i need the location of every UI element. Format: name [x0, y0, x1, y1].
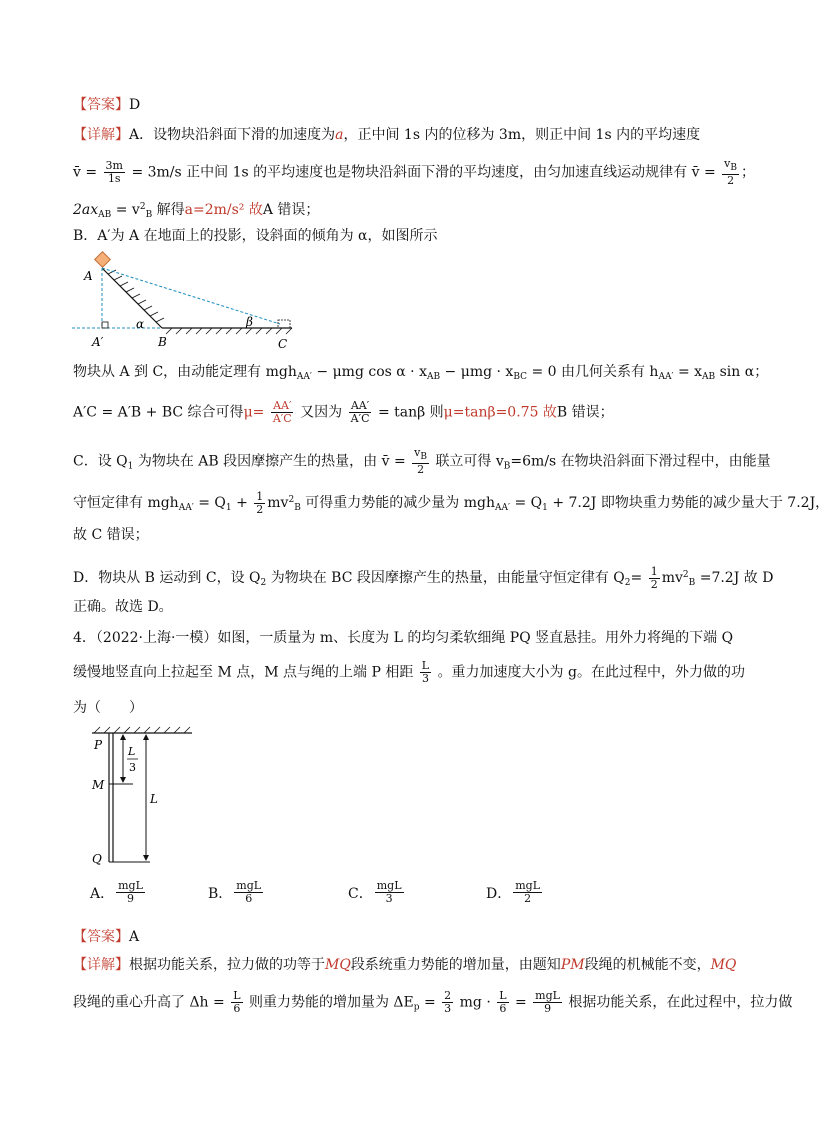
svg-text:L: L — [150, 792, 158, 806]
detail-line-b: B．A′为 A 在地面上的投影，设斜面的倾角为 α，如图所示 — [73, 228, 438, 244]
detail-line-c3: 故 C 错误； — [73, 527, 149, 543]
question-4-line-3: 为（ ） — [73, 700, 143, 716]
svg-text:C: C — [278, 337, 288, 351]
detail-label: 【详解】 — [73, 127, 129, 143]
svg-text:A′: A′ — [92, 335, 104, 349]
option-c[interactable]: C． $\frac{\text{mgL}}{3}$ — [348, 879, 402, 905]
rope-figure — [88, 725, 198, 870]
svg-text:3: 3 — [129, 761, 136, 774]
svg-text:α: α — [136, 317, 145, 331]
option-d[interactable]: D． $\frac{\text{mgL}}{2}$ — [486, 879, 541, 905]
detail-line-3: $2ax_{AB} = v^2_B$ 解得a=2m/s² 故A 错误； — [73, 202, 320, 220]
question-4-line-2: 缓慢地竖直向上拉起至 M 点，M 点与绳的上端 P 相距 $\frac{L}{3}$ 。重力加速度大小为 g。在此过程中，外力做的功 — [73, 659, 745, 685]
svg-text:P: P — [94, 738, 103, 752]
detail-line-d1: D．物块从 B 运动到 C，设 $Q_2$ 为物块在 BC 段因摩擦产生的热量，由能量守恒定律有 $Q_2=$ $\frac{1}{2}$ $mv^2_B =7.2J$ 故 D — [73, 564, 774, 591]
answer-line-2: 【答案】A — [73, 929, 140, 945]
svg-text:A: A — [84, 269, 93, 283]
detail-line-d2: 正确。故选 D。 — [73, 599, 173, 615]
answer-value: D — [129, 97, 141, 113]
block-icon — [95, 252, 111, 268]
option-a[interactable]: A． $\frac{\text{mgL}}{9}$ — [90, 879, 143, 905]
svg-text:β: β — [246, 315, 253, 329]
detail-line-c2: 守恒定律有 $mgh_{AA'} = Q_1$ + $\frac{1}{2}$ $mv^2_B$ 可得重力势能的减少量为 $mgh_{AA'} = Q_1 + 7.2J$ 即物块重力势能的减少量大于 7.2J， — [73, 489, 829, 516]
svg-text:B: B — [158, 335, 167, 349]
option-b[interactable]: B． $\frac{\text{mgL}}{6}$ — [208, 879, 262, 905]
detail-line-5: 物块从 A 到 C，由动能定理有 mgh$_{AA'}$ − μmg $\cos \alpha \cdot x_{AB} - \mu mg \cdot x_{BC} = 0$ 由几何关系有 $h_{AA'} = x_{AB}$ sin α； — [73, 364, 769, 382]
svg-text:Q: Q — [92, 852, 102, 866]
detail2-line-2: 段绳的重心升高了 Δh = $\frac{L}{6}$ 则重力势能的增加量为 $\Delta E_p$ = $\frac{2}{3}$ mg · $\frac{L}{6}$ = $\frac{\text{mgL}}{9}$ 根据功能关系，在此过程中，拉力做 — [73, 989, 793, 1015]
incline-figure — [70, 250, 310, 350]
answer-label: 【答案】 — [73, 97, 129, 113]
detail-line-2: v̄ = $\frac{3m}{1s}$ = 3m/s 正中间 1s 的平均速度也是物块沿斜面下滑的平均速度，由匀加速直线运动规律有 v̄ = $\frac{v_B}{2}$ ； — [73, 157, 755, 187]
svg-text:M: M — [92, 778, 105, 792]
detail2-line-1: 【详解】根据功能关系，拉力做的功等于MQ段系统重力势能的增加量，由题知PM段绳的机械能不变，MQ — [73, 957, 737, 973]
question-4-line-1: 4．（2022·上海·一模）如图，一质量为 m、长度为 L 的均匀柔软细绳 PQ 竖直悬挂。用外力将绳的下端 Q — [73, 630, 734, 646]
svg-text:L: L — [128, 745, 136, 758]
answer-line-1 — [73, 95, 140, 115]
detail-line-c1: C．设 $Q_1$ 为物块在 AB 段因摩擦产生的热量，由 v̄ = $\frac{v_B}{2}$ 联立可得 $v_B=6m/s$ 在物块沿斜面下滑过程中，由能量 — [73, 446, 771, 476]
detail-line-6: A′C = A′B + BC 综合可得μ= $\frac{AA'}{A'C}$ 又因为 $\frac{AA'}{A'C}$ = tanβ 则μ=tanβ=0.75 故B 错误； — [73, 399, 614, 425]
detail-line-a: 【详解】A．设物块沿斜面下滑的加速度为a，正中间 1s 内的位移为 3m，则正中间 1s 内的平均速度 — [73, 127, 701, 143]
